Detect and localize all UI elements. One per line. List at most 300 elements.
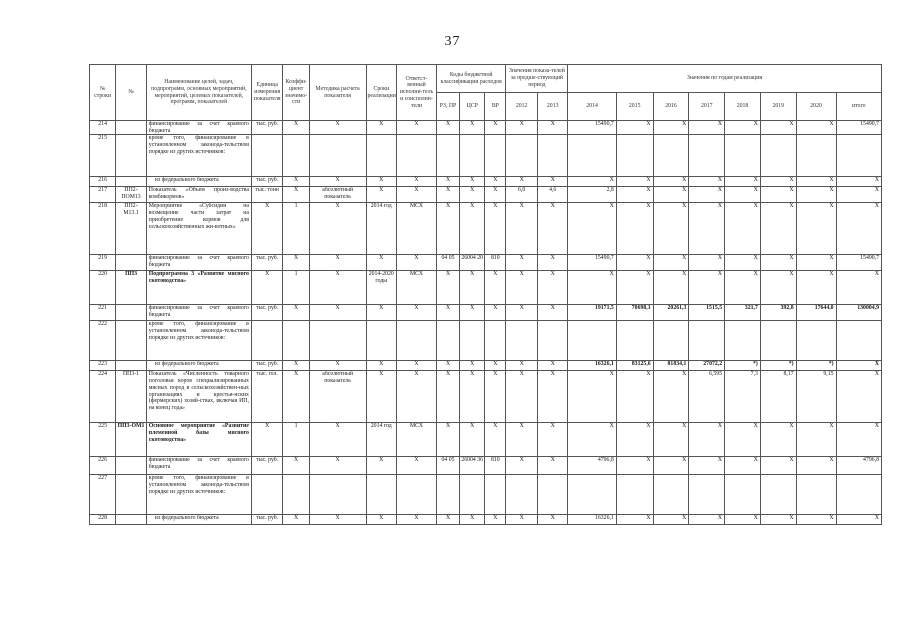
cell-unit: тыс. руб. xyxy=(251,457,283,475)
cell-csr: X xyxy=(460,177,485,187)
cell-row: 216 xyxy=(90,177,116,187)
cell-year-2018 xyxy=(725,475,761,515)
cell-unit: тыс. руб. xyxy=(251,255,283,271)
cell-csr xyxy=(460,321,485,361)
cell-year-2013: X xyxy=(537,255,568,271)
cell-resp: X xyxy=(397,371,437,423)
cell-vr: X xyxy=(485,121,506,135)
cell-year-2015 xyxy=(616,135,653,177)
cell-year-2013: X xyxy=(537,457,568,475)
cell-method: X xyxy=(309,423,366,457)
header-y2014: 2014 xyxy=(568,93,616,121)
header-y2018: 2018 xyxy=(725,93,761,121)
cell-unit: тыс. гол. xyxy=(251,371,283,423)
cell-term: 2014-2020 годы xyxy=(366,271,396,305)
cell-csr: X xyxy=(460,361,485,371)
cell-year-2013: X xyxy=(537,371,568,423)
cell-year-2012 xyxy=(506,321,538,361)
cell-resp xyxy=(397,135,437,177)
cell-year-2015: X xyxy=(616,371,653,423)
cell-year-2020: 17644,0 xyxy=(796,305,836,321)
cell-year-2014 xyxy=(568,135,616,177)
cell-year-2014: 4796,8 xyxy=(568,457,616,475)
cell-year-2013: X xyxy=(537,361,568,371)
cell-coef xyxy=(283,135,309,177)
header-budget-codes: Коды бюджетной классификации расходов xyxy=(436,65,505,93)
cell-year-2018: 7,3 xyxy=(725,371,761,423)
cell-method: X xyxy=(309,177,366,187)
cell-year-2016: X xyxy=(653,457,689,475)
cell-unit: X xyxy=(251,423,283,457)
cell-year-2013: X xyxy=(537,423,568,457)
cell-year-2013 xyxy=(537,475,568,515)
cell-rz: 04 05 xyxy=(436,255,459,271)
cell-unit: тыс. тонн xyxy=(251,187,283,203)
cell-rz: X xyxy=(436,423,459,457)
header-term: Сроки реализации xyxy=(366,65,396,121)
header-vr: ВР xyxy=(485,93,506,121)
cell-coef: 1 xyxy=(283,203,309,255)
cell-year-2017: 27072,2 xyxy=(689,361,725,371)
cell-csr: X xyxy=(460,305,485,321)
header-prev-values: Значения показа-телей за предше-ствующий период xyxy=(506,65,568,93)
cell-year-2018: X xyxy=(725,177,761,187)
cell-year-2015: X xyxy=(616,177,653,187)
cell-rz: X xyxy=(436,121,459,135)
cell-year-2020: X xyxy=(796,203,836,255)
cell-resp: X xyxy=(397,361,437,371)
cell-vr: X xyxy=(485,271,506,305)
cell-year-2019 xyxy=(760,475,796,515)
cell-row: 217 xyxy=(90,187,116,203)
cell-unit xyxy=(251,135,283,177)
cell-term xyxy=(366,135,396,177)
cell-name: Показатель «Объем произ-водства комбикормов» xyxy=(146,187,251,203)
cell-year-2015: 83125,6 xyxy=(616,361,653,371)
cell-no xyxy=(116,475,146,515)
cell-row: 222 xyxy=(90,321,116,361)
cell-csr: 26004 20 xyxy=(460,255,485,271)
cell-year-2016: X xyxy=(653,371,689,423)
cell-year-2013: X xyxy=(537,203,568,255)
cell-no: ПП3-ОМ1 xyxy=(116,423,146,457)
cell-coef: X xyxy=(283,361,309,371)
cell-resp: МСХ xyxy=(397,203,437,255)
cell-year-2016: X xyxy=(653,423,689,457)
cell-name: Показатель «Численность товарного поголовья коров специализированных мясных пород в сельскохозяйствен-ных организациях и крестья-нских (фермерских) хозяй-ствах, включая ИП, на конец года» xyxy=(146,371,251,423)
cell-year-2013 xyxy=(537,135,568,177)
cell-year-2017: X xyxy=(689,255,725,271)
cell-year-2016 xyxy=(653,475,689,515)
table-row xyxy=(90,305,882,321)
cell-year-2020: 9,15 xyxy=(796,371,836,423)
cell-year-2016: X xyxy=(653,515,689,525)
cell-year-2016: 81834,1 xyxy=(653,361,689,371)
cell-term: X xyxy=(366,361,396,371)
cell-csr: X xyxy=(460,423,485,457)
cell-term xyxy=(366,321,396,361)
cell-year-2018: X xyxy=(725,121,761,135)
cell-year-2020: X xyxy=(796,515,836,525)
cell-name: из федерального бюджета xyxy=(146,515,251,525)
cell-year-2017: X xyxy=(689,271,725,305)
cell-year-2018 xyxy=(725,321,761,361)
table-row xyxy=(90,361,882,371)
cell-unit: X xyxy=(251,203,283,255)
cell-rz: X xyxy=(436,203,459,255)
cell-row: 219 xyxy=(90,255,116,271)
cell-vr xyxy=(485,321,506,361)
cell-year-2018: X xyxy=(725,203,761,255)
cell-unit: тыс. руб. xyxy=(251,361,283,371)
cell-method: X xyxy=(309,361,366,371)
cell-year-2018 xyxy=(725,135,761,177)
cell-unit xyxy=(251,475,283,515)
cell-year-2015: X xyxy=(616,121,653,135)
cell-resp: X xyxy=(397,187,437,203)
cell-term xyxy=(366,475,396,515)
table-row xyxy=(90,271,882,305)
cell-no xyxy=(116,135,146,177)
cell-name: кроме того, финансирование в установленном законода-тельством порядке из других источников: xyxy=(146,475,251,515)
cell-rz: X xyxy=(436,371,459,423)
cell-total: 4796,8 xyxy=(836,457,881,475)
cell-unit: тыс. руб. xyxy=(251,177,283,187)
header-total: итого xyxy=(836,93,881,121)
table-row xyxy=(90,321,882,361)
cell-vr: X xyxy=(485,187,506,203)
cell-year-2019: X xyxy=(760,203,796,255)
cell-method: абсолютный показатель xyxy=(309,187,366,203)
cell-no: ПП3 xyxy=(116,271,146,305)
cell-no xyxy=(116,361,146,371)
cell-csr xyxy=(460,135,485,177)
cell-year-2015: X xyxy=(616,255,653,271)
cell-year-2012 xyxy=(506,475,538,515)
cell-row: 226 xyxy=(90,457,116,475)
cell-year-2013: X xyxy=(537,121,568,135)
table-row xyxy=(90,121,882,135)
cell-method xyxy=(309,475,366,515)
header-csr: ЦСР xyxy=(460,93,485,121)
cell-year-2012: X xyxy=(506,423,538,457)
cell-total: X xyxy=(836,187,881,203)
cell-method: X xyxy=(309,121,366,135)
cell-year-2014 xyxy=(568,321,616,361)
cell-name: из федерального бюджета xyxy=(146,177,251,187)
cell-vr: X xyxy=(485,305,506,321)
cell-total: X xyxy=(836,271,881,305)
cell-year-2020: X xyxy=(796,255,836,271)
cell-no xyxy=(116,515,146,525)
cell-coef: X xyxy=(283,255,309,271)
cell-year-2018: 321,7 xyxy=(725,305,761,321)
cell-coef: X xyxy=(283,457,309,475)
cell-method: X xyxy=(309,203,366,255)
cell-year-2017: 6,595 xyxy=(689,371,725,423)
cell-year-2012: X xyxy=(506,371,538,423)
cell-unit xyxy=(251,321,283,361)
cell-year-2017 xyxy=(689,475,725,515)
cell-year-2019: X xyxy=(760,457,796,475)
cell-year-2014: X xyxy=(568,203,616,255)
cell-vr: X xyxy=(485,423,506,457)
cell-year-2012: X xyxy=(506,121,538,135)
cell-term: 2014 год xyxy=(366,423,396,457)
cell-resp: МСХ xyxy=(397,271,437,305)
cell-vr xyxy=(485,475,506,515)
cell-resp: X xyxy=(397,121,437,135)
cell-year-2014: 16326,1 xyxy=(568,515,616,525)
cell-resp xyxy=(397,475,437,515)
table-row xyxy=(90,135,882,177)
cell-year-2019: X xyxy=(760,255,796,271)
cell-year-2012 xyxy=(506,135,538,177)
cell-term: 2014 год xyxy=(366,203,396,255)
cell-year-2015: X xyxy=(616,457,653,475)
cell-year-2016: X xyxy=(653,121,689,135)
cell-year-2019 xyxy=(760,135,796,177)
cell-vr: X xyxy=(485,203,506,255)
cell-term: X xyxy=(366,305,396,321)
cell-coef: X xyxy=(283,305,309,321)
cell-year-2019 xyxy=(760,321,796,361)
cell-year-2017 xyxy=(689,135,725,177)
cell-resp: X xyxy=(397,305,437,321)
cell-year-2019: 8,17 xyxy=(760,371,796,423)
cell-no: ПП2-ПОМ13 xyxy=(116,187,146,203)
cell-year-2020 xyxy=(796,475,836,515)
cell-year-2015 xyxy=(616,321,653,361)
cell-year-2020: X xyxy=(796,177,836,187)
cell-vr: X xyxy=(485,515,506,525)
cell-rz xyxy=(436,475,459,515)
table-row xyxy=(90,457,882,475)
cell-year-2020: X xyxy=(796,271,836,305)
cell-year-2020: X xyxy=(796,187,836,203)
header-rz: РЗ, ПР xyxy=(436,93,459,121)
cell-year-2013: X xyxy=(537,305,568,321)
cell-year-2016: X xyxy=(653,187,689,203)
cell-year-2018: *) xyxy=(725,361,761,371)
cell-resp: МСХ xyxy=(397,423,437,457)
cell-year-2012: X xyxy=(506,255,538,271)
cell-coef: X xyxy=(283,371,309,423)
cell-year-2014: X xyxy=(568,371,616,423)
cell-name: Мероприятие «Субсидии на возмещение части затрат на приобретение кормов для сельскохозяйственных жи-вотных» xyxy=(146,203,251,255)
cell-coef xyxy=(283,321,309,361)
cell-year-2018: X xyxy=(725,515,761,525)
header-y2016: 2016 xyxy=(653,93,689,121)
cell-year-2014 xyxy=(568,475,616,515)
cell-no: ПП2-М13.1 xyxy=(116,203,146,255)
cell-name: Подпрограмма 3 «Развитие мясного скотоводства» xyxy=(146,271,251,305)
cell-total: X xyxy=(836,371,881,423)
cell-year-2012: X xyxy=(506,271,538,305)
cell-rz: X xyxy=(436,187,459,203)
cell-method: X xyxy=(309,255,366,271)
cell-term: X xyxy=(366,255,396,271)
cell-year-2019: X xyxy=(760,187,796,203)
cell-total: X xyxy=(836,515,881,525)
cell-year-2020: X xyxy=(796,121,836,135)
cell-rz: X xyxy=(436,305,459,321)
table-row xyxy=(90,475,882,515)
cell-no xyxy=(116,177,146,187)
cell-year-2015: X xyxy=(616,515,653,525)
cell-name: финансирование за счет краевого бюджета xyxy=(146,457,251,475)
cell-year-2016: 20261,3 xyxy=(653,305,689,321)
cell-term: X xyxy=(366,371,396,423)
cell-year-2015 xyxy=(616,475,653,515)
cell-resp: X xyxy=(397,255,437,271)
cell-year-2013: X xyxy=(537,177,568,187)
cell-year-2016: X xyxy=(653,255,689,271)
cell-method xyxy=(309,135,366,177)
table-row xyxy=(90,515,882,525)
cell-year-2019: X xyxy=(760,271,796,305)
cell-year-2017: X xyxy=(689,423,725,457)
cell-year-2020: X xyxy=(796,457,836,475)
header-y2020: 2020 xyxy=(796,93,836,121)
table-row xyxy=(90,423,882,457)
cell-row: 221 xyxy=(90,305,116,321)
cell-rz: X xyxy=(436,515,459,525)
page-number: 37 xyxy=(444,34,461,49)
cell-rz xyxy=(436,321,459,361)
cell-total: 130004,9 xyxy=(836,305,881,321)
cell-no xyxy=(116,121,146,135)
header-y2019: 2019 xyxy=(760,93,796,121)
header-no: № xyxy=(116,65,146,121)
cell-no xyxy=(116,255,146,271)
cell-vr: X xyxy=(485,361,506,371)
table-row xyxy=(90,203,882,255)
program-indicators-table xyxy=(89,64,882,525)
cell-row: 218 xyxy=(90,203,116,255)
cell-year-2019: X xyxy=(760,515,796,525)
cell-year-2014: X xyxy=(568,423,616,457)
cell-unit: X xyxy=(251,271,283,305)
header-coef: Коэффи-циент значимо-сти xyxy=(283,65,309,121)
cell-csr: X xyxy=(460,187,485,203)
cell-method: X xyxy=(309,271,366,305)
cell-name: кроме того, финансирование в установленном законода-тельством порядке из других источников: xyxy=(146,135,251,177)
cell-year-2015: X xyxy=(616,203,653,255)
cell-year-2014: X xyxy=(568,271,616,305)
cell-csr: X xyxy=(460,371,485,423)
cell-no: ПП3-1 xyxy=(116,371,146,423)
cell-year-2017: X xyxy=(689,177,725,187)
cell-year-2017 xyxy=(689,321,725,361)
cell-year-2015: X xyxy=(616,423,653,457)
header-y2015: 2015 xyxy=(616,93,653,121)
cell-year-2019: X xyxy=(760,121,796,135)
cell-year-2013 xyxy=(537,321,568,361)
cell-name: из федерального бюджета xyxy=(146,361,251,371)
cell-row: 227 xyxy=(90,475,116,515)
cell-year-2019: 392,8 xyxy=(760,305,796,321)
cell-csr xyxy=(460,475,485,515)
cell-rz: X xyxy=(436,361,459,371)
cell-total xyxy=(836,475,881,515)
cell-total: X xyxy=(836,203,881,255)
cell-year-2017: X xyxy=(689,515,725,525)
cell-name: кроме того, финансирование в установленном законода-тельством порядке из других источников: xyxy=(146,321,251,361)
cell-row: 228 xyxy=(90,515,116,525)
cell-total xyxy=(836,321,881,361)
cell-csr: X xyxy=(460,515,485,525)
cell-coef: X xyxy=(283,187,309,203)
cell-no xyxy=(116,457,146,475)
table-row xyxy=(90,255,882,271)
cell-method: абсолютный показатель xyxy=(309,371,366,423)
table-row xyxy=(90,177,882,187)
cell-vr: X xyxy=(485,177,506,187)
table-row xyxy=(90,371,882,423)
cell-term: X xyxy=(366,177,396,187)
cell-year-2019: *) xyxy=(760,361,796,371)
cell-method: X xyxy=(309,457,366,475)
cell-year-2012: X xyxy=(506,177,538,187)
cell-vr: 810 xyxy=(485,457,506,475)
cell-year-2012: X xyxy=(506,305,538,321)
cell-year-2012: X xyxy=(506,515,538,525)
cell-term: X xyxy=(366,457,396,475)
cell-vr xyxy=(485,135,506,177)
cell-rz xyxy=(436,135,459,177)
cell-coef: 1 xyxy=(283,271,309,305)
cell-year-2019: X xyxy=(760,177,796,187)
cell-csr: X xyxy=(460,121,485,135)
cell-name: финансирование за счет краевого бюджета xyxy=(146,255,251,271)
cell-coef: 1 xyxy=(283,423,309,457)
cell-name: финансирование за счет краевого бюджета xyxy=(146,305,251,321)
cell-name: финансирование за счет краевого бюджета xyxy=(146,121,251,135)
cell-total: 15490,7 xyxy=(836,121,881,135)
cell-year-2019: X xyxy=(760,423,796,457)
cell-csr: X xyxy=(460,271,485,305)
cell-unit: тыс. руб. xyxy=(251,515,283,525)
header-resp: Ответст-венный исполни-тель и соисполни-тели xyxy=(397,65,437,121)
cell-coef: X xyxy=(283,177,309,187)
cell-year-2014: X xyxy=(568,177,616,187)
header-row-no: № строки xyxy=(90,65,116,121)
cell-year-2017: X xyxy=(689,203,725,255)
cell-year-2012: X xyxy=(506,457,538,475)
cell-year-2018: X xyxy=(725,187,761,203)
cell-term: X xyxy=(366,515,396,525)
cell-csr: 26004 36 xyxy=(460,457,485,475)
cell-year-2016 xyxy=(653,321,689,361)
cell-total: 15490,7 xyxy=(836,255,881,271)
cell-year-2014: 15490,7 xyxy=(568,121,616,135)
cell-year-2014: 16326,1 xyxy=(568,361,616,371)
cell-total: X xyxy=(836,361,881,371)
cell-year-2015: 70698,1 xyxy=(616,305,653,321)
cell-year-2017: X xyxy=(689,457,725,475)
cell-year-2016: X xyxy=(653,203,689,255)
cell-row: 225 xyxy=(90,423,116,457)
cell-year-2020 xyxy=(796,135,836,177)
cell-year-2018: X xyxy=(725,423,761,457)
cell-year-2018: X xyxy=(725,255,761,271)
cell-year-2016: X xyxy=(653,271,689,305)
cell-row: 220 xyxy=(90,271,116,305)
cell-method xyxy=(309,321,366,361)
header-name: Наименование целей, задач, подпрограмм, основных мероприятий, мероприятий, целевых показателей, программ, показателей xyxy=(146,65,251,121)
cell-no xyxy=(116,321,146,361)
